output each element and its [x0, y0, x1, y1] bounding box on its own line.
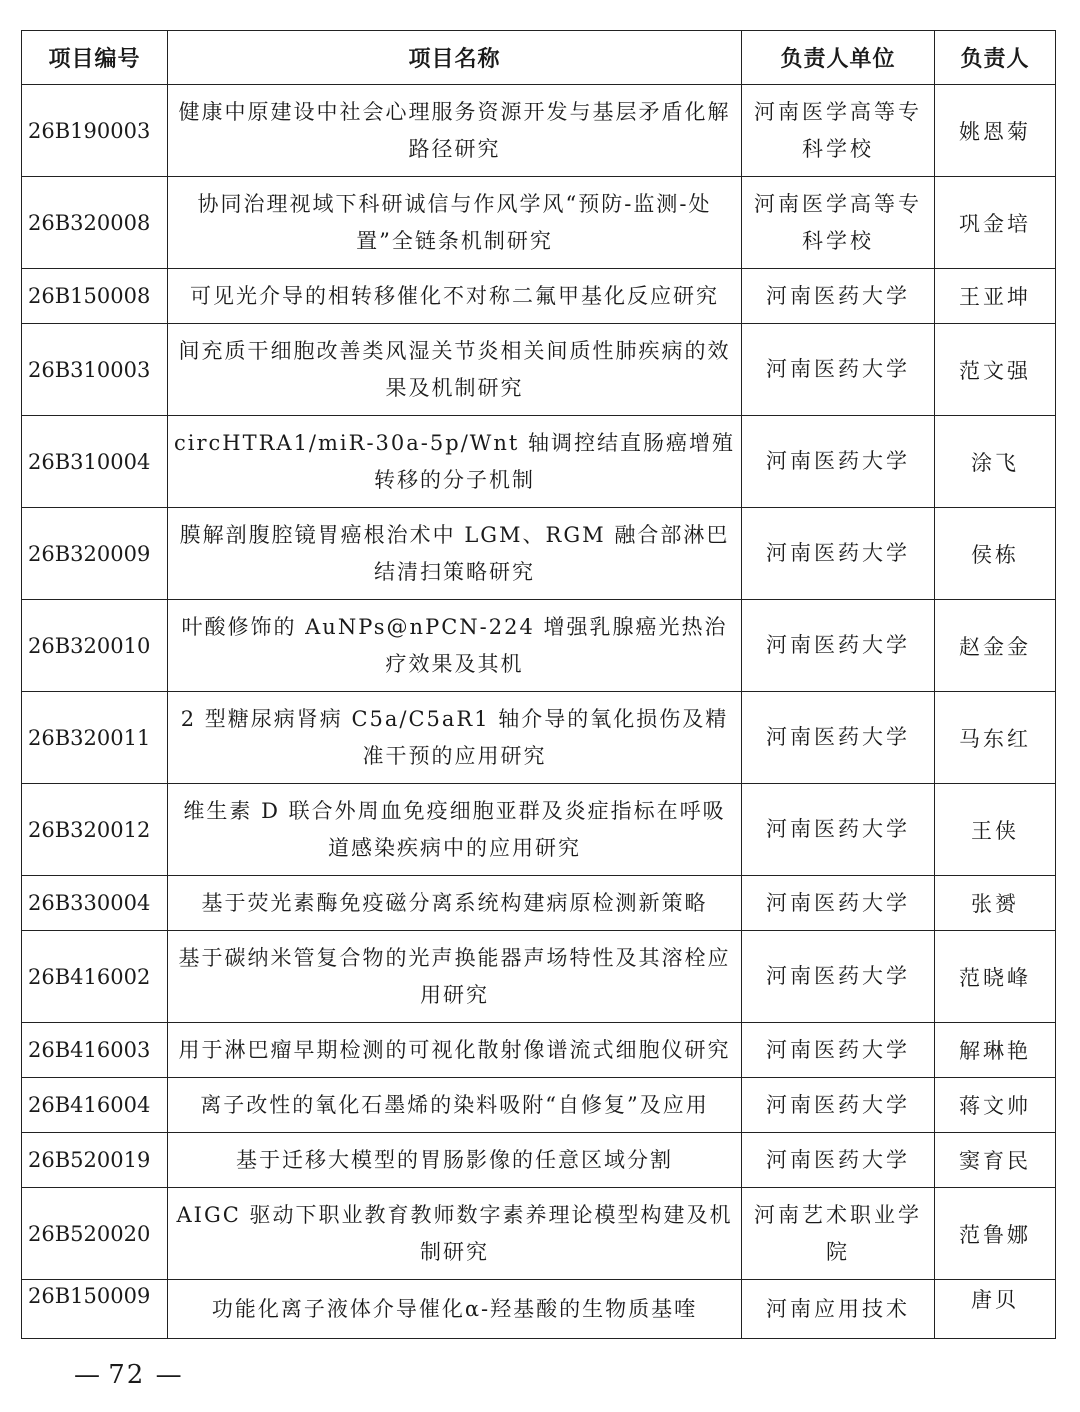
person: 赵金金 — [935, 600, 1056, 692]
project-id: 26B150009 — [22, 1280, 168, 1339]
table-row — [22, 931, 1056, 1023]
project-name: 用于淋巴瘤早期检测的可视化散射像谱流式细胞仪研究 — [168, 1023, 742, 1078]
unit: 河南医药大学 — [742, 1023, 935, 1078]
project-name: 间充质干细胞改善类风湿关节炎相关间质性肺疾病的效果及机制研究 — [168, 324, 742, 416]
person: 解琳艳 — [935, 1023, 1056, 1078]
person: 蒋文帅 — [935, 1078, 1056, 1133]
project-name: 离子改性的氧化石墨烯的染料吸附“自修复”及应用 — [168, 1078, 742, 1133]
project-name: 膜解剖腹腔镜胃癌根治术中 LGM、RGM 融合部淋巴结清扫策略研究 — [168, 508, 742, 600]
unit: 河南艺术职业学院 — [742, 1188, 935, 1280]
project-table — [21, 30, 1056, 1339]
unit: 河南医药大学 — [742, 269, 935, 324]
header-person: 负责人 — [935, 31, 1056, 85]
person: 姚恩菊 — [935, 85, 1056, 177]
project-name: 基于迁移大模型的胃肠影像的任意区域分割 — [168, 1133, 742, 1188]
table-row — [22, 1023, 1056, 1078]
project-id: 26B416002 — [22, 931, 168, 1023]
unit: 河南医药大学 — [742, 324, 935, 416]
header-project-name: 项目名称 — [168, 31, 742, 85]
table-row — [22, 1133, 1056, 1188]
table-row — [22, 177, 1056, 269]
table-row — [22, 324, 1056, 416]
unit: 河南医学高等专科学校 — [742, 177, 935, 269]
table-row — [22, 876, 1056, 931]
project-name: 基于荧光素酶免疫磁分离系统构建病原检测新策略 — [168, 876, 742, 931]
project-id: 26B310004 — [22, 416, 168, 508]
table-row — [22, 600, 1056, 692]
person: 范文强 — [935, 324, 1056, 416]
project-id: 26B150008 — [22, 269, 168, 324]
page-footer — [74, 1360, 180, 1390]
unit: 河南医药大学 — [742, 931, 935, 1023]
project-name: 2 型糖尿病肾病 C5a/C5aR1 轴介导的氧化损伤及精准干预的应用研究 — [168, 692, 742, 784]
unit: 河南医药大学 — [742, 784, 935, 876]
table-header-row — [22, 31, 1056, 85]
project-id: 26B310003 — [22, 324, 168, 416]
unit: 河南医药大学 — [742, 1078, 935, 1133]
project-name: circHTRA1/miR-30a-5p/Wnt 轴调控结直肠癌增殖转移的分子机制 — [168, 416, 742, 508]
table-row — [22, 85, 1056, 177]
footer-dash-left: — — [74, 1360, 98, 1390]
unit: 河南应用技术 — [742, 1280, 935, 1339]
table-row — [22, 1280, 1056, 1339]
person: 范晓峰 — [935, 931, 1056, 1023]
person: 马东红 — [935, 692, 1056, 784]
table-row — [22, 508, 1056, 600]
project-id: 26B520019 — [22, 1133, 168, 1188]
project-name: AIGC 驱动下职业教育教师数字素养理论模型构建及机制研究 — [168, 1188, 742, 1280]
table-row — [22, 269, 1056, 324]
project-id: 26B320012 — [22, 784, 168, 876]
table-row — [22, 1078, 1056, 1133]
footer-dash-right: — — [155, 1360, 180, 1390]
header-unit: 负责人单位 — [742, 31, 935, 85]
project-name: 维生素 D 联合外周血免疫细胞亚群及炎症指标在呼吸道感染疾病中的应用研究 — [168, 784, 742, 876]
table-row — [22, 1188, 1056, 1280]
person: 窦育民 — [935, 1133, 1056, 1188]
project-name: 健康中原建设中社会心理服务资源开发与基层矛盾化解路径研究 — [168, 85, 742, 177]
unit: 河南医药大学 — [742, 1133, 935, 1188]
unit: 河南医药大学 — [742, 600, 935, 692]
page-number: 72 — [108, 1360, 146, 1390]
unit: 河南医药大学 — [742, 692, 935, 784]
person: 唐贝 — [935, 1280, 1056, 1339]
person: 王侠 — [935, 784, 1056, 876]
person: 巩金培 — [935, 177, 1056, 269]
project-name: 可见光介导的相转移催化不对称二氟甲基化反应研究 — [168, 269, 742, 324]
person: 侯栋 — [935, 508, 1056, 600]
project-name: 基于碳纳米管复合物的光声换能器声场特性及其溶栓应用研究 — [168, 931, 742, 1023]
project-id: 26B320009 — [22, 508, 168, 600]
table-row — [22, 416, 1056, 508]
person: 范鲁娜 — [935, 1188, 1056, 1280]
project-id: 26B520020 — [22, 1188, 168, 1280]
project-id: 26B330004 — [22, 876, 168, 931]
table-row — [22, 692, 1056, 784]
person: 涂飞 — [935, 416, 1056, 508]
unit: 河南医药大学 — [742, 416, 935, 508]
header-project-id: 项目编号 — [22, 31, 168, 85]
unit: 河南医药大学 — [742, 508, 935, 600]
project-name: 协同治理视域下科研诚信与作风学风“预防-监测-处置”全链条机制研究 — [168, 177, 742, 269]
project-name: 功能化离子液体介导催化α-羟基酸的生物质基喹 — [168, 1280, 742, 1339]
project-id: 26B416003 — [22, 1023, 168, 1078]
person: 王亚坤 — [935, 269, 1056, 324]
project-id: 26B190003 — [22, 85, 168, 177]
project-id: 26B416004 — [22, 1078, 168, 1133]
unit: 河南医药大学 — [742, 876, 935, 931]
project-name: 叶酸修饰的 AuNPs@nPCN-224 增强乳腺癌光热治疗效果及其机 — [168, 600, 742, 692]
project-id: 26B320011 — [22, 692, 168, 784]
unit: 河南医学高等专科学校 — [742, 85, 935, 177]
table-row — [22, 784, 1056, 876]
project-id: 26B320010 — [22, 600, 168, 692]
project-id: 26B320008 — [22, 177, 168, 269]
person: 张赟 — [935, 876, 1056, 931]
